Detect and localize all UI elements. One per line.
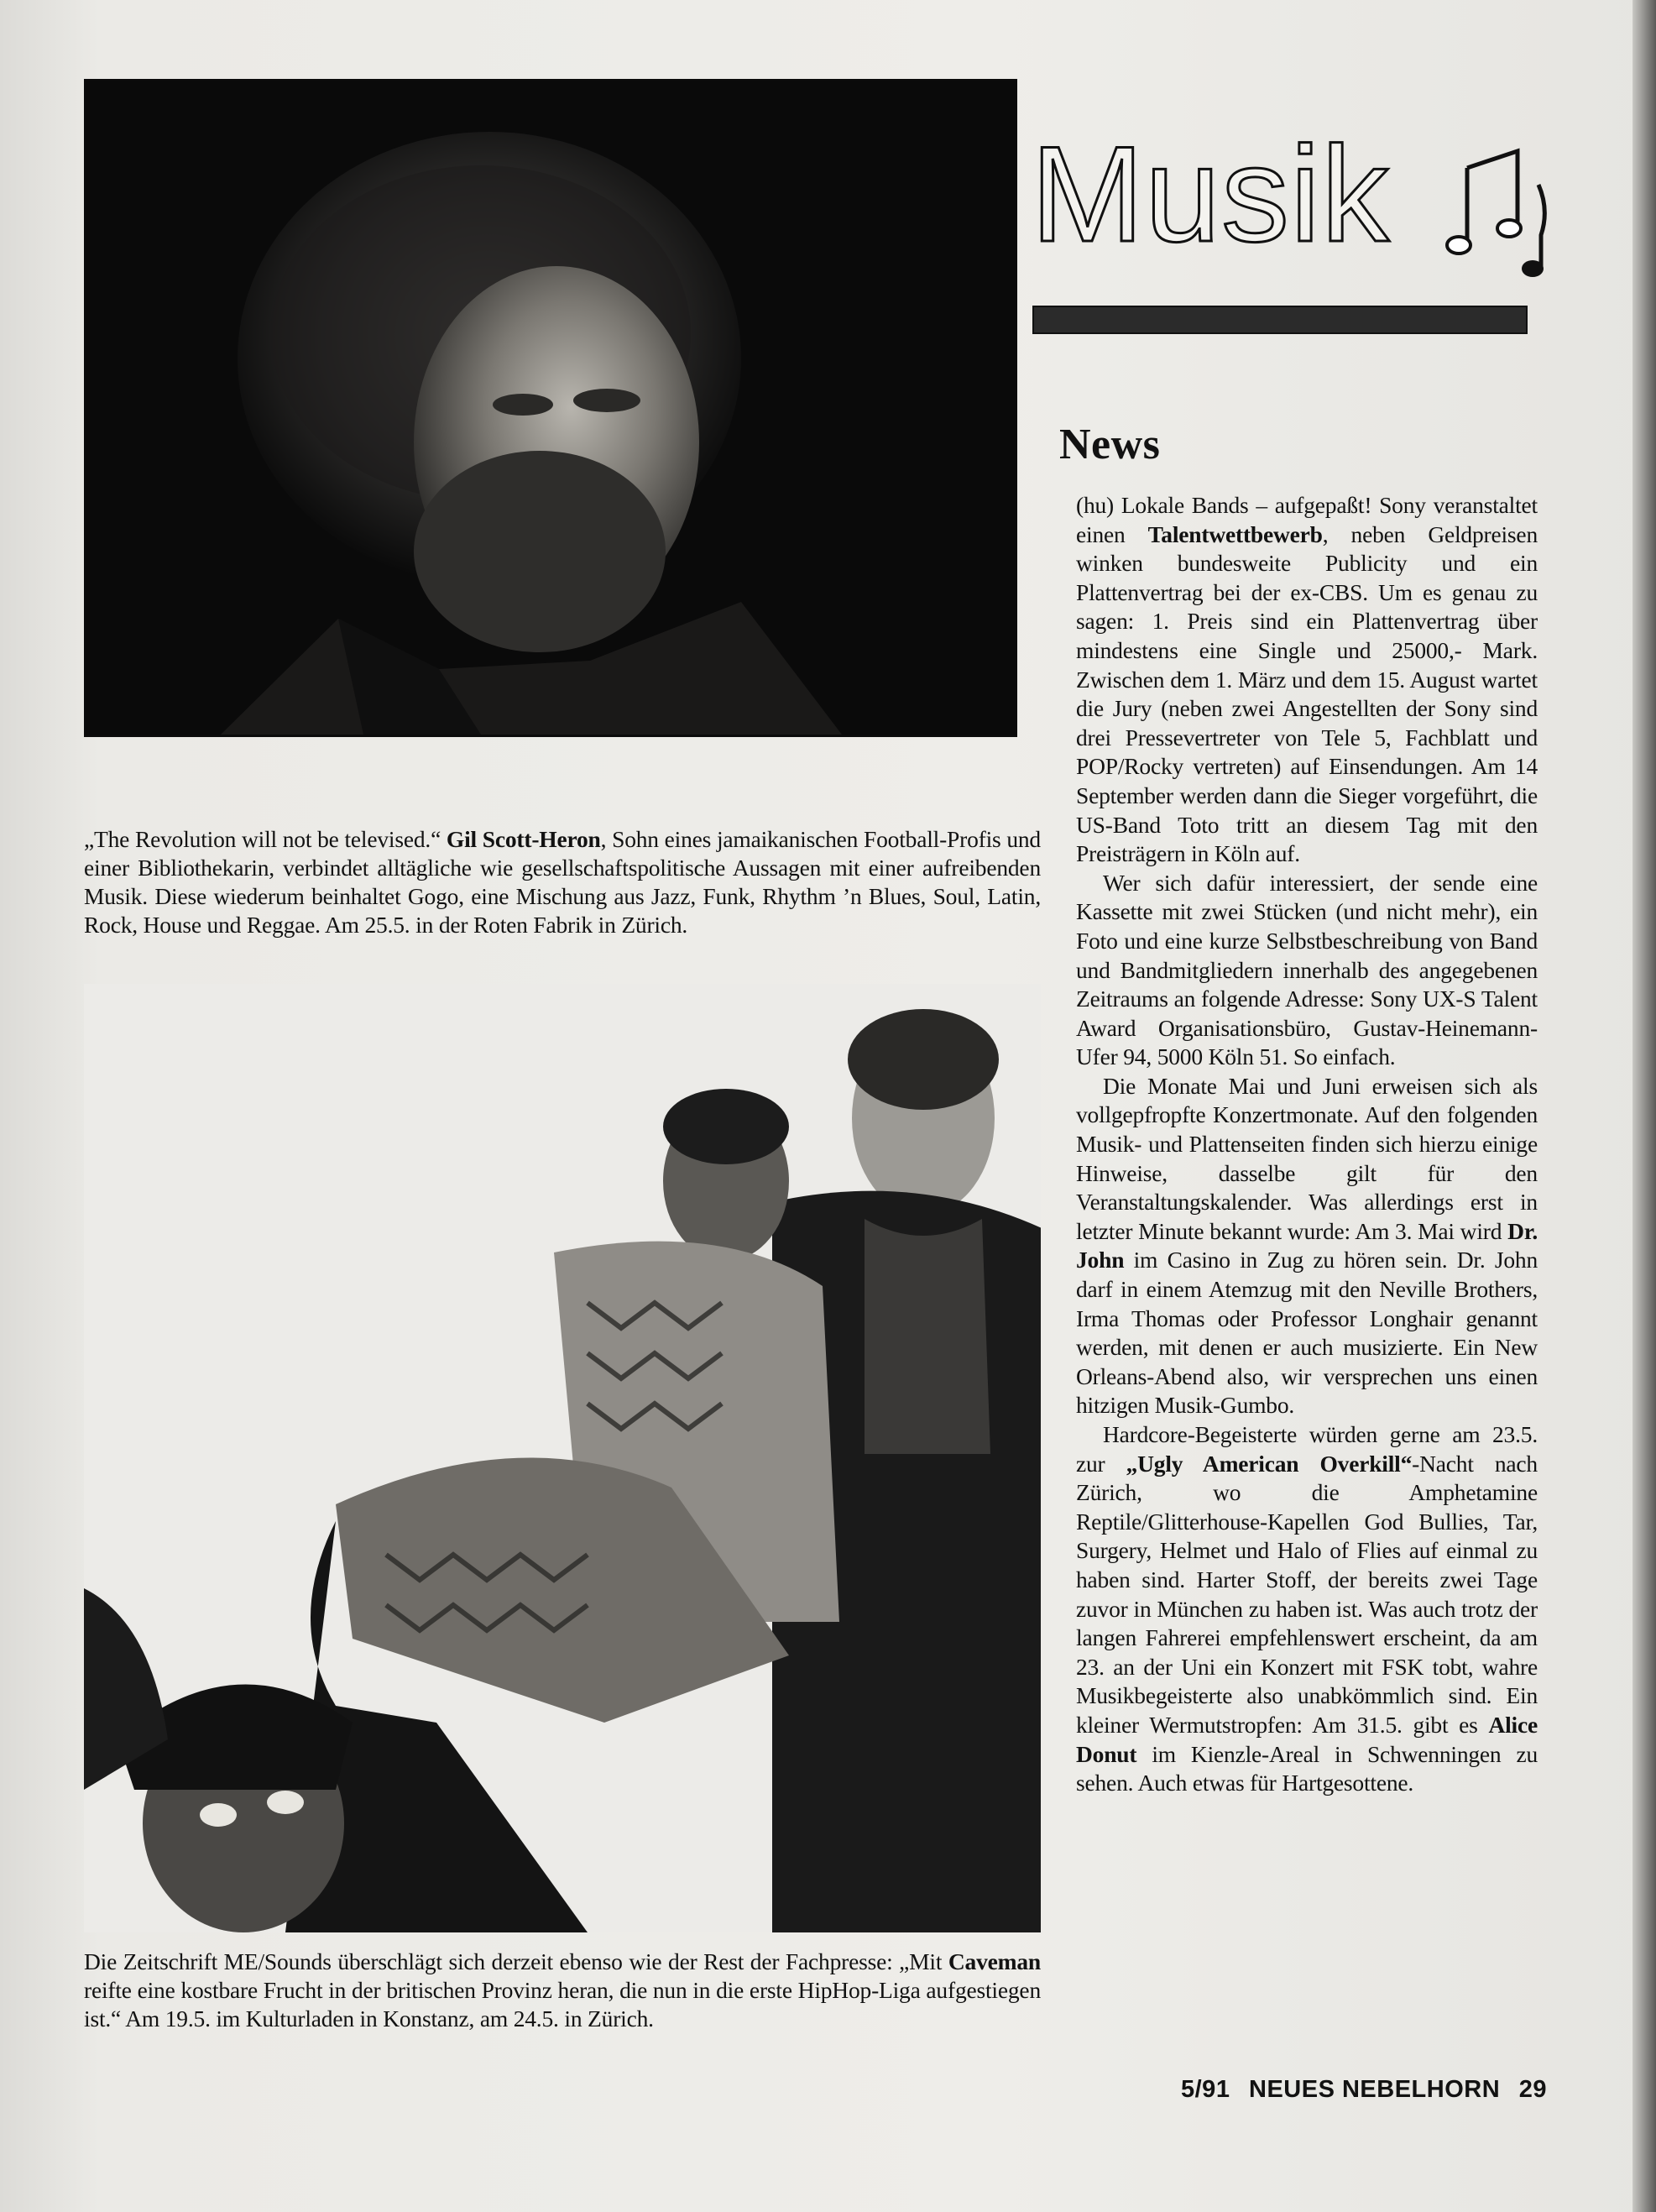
bold-text: „Ugly American Overkill“ bbox=[1126, 1450, 1413, 1477]
band-illustration bbox=[84, 984, 1041, 1932]
news-article bbox=[1076, 491, 1538, 1798]
photo-caveman-band bbox=[84, 984, 1041, 1932]
portrait-illustration bbox=[86, 81, 1015, 735]
photo-caption-caveman bbox=[84, 1948, 1041, 2033]
issue-number: 5/91 bbox=[1181, 2076, 1230, 2103]
text-run: , neben Geldpreisen winken bundesweite Publicity und ein Plattenvertrag bei der ex-CBS. Um es genau zu sagen: 1. Preis sind ein Plattenvertrag über mindestens eine Single und 25000,- Mark. Zwischen dem 1. März und dem 15. August wartet die Jury (neben zwei Angestellten der Sony sind drei Pressevertreter von Tele 5, Fachblatt und POP/Rocky vertreten) auf Einsendungen. Am 14 September werden dann die Sieger vorgeführt, die US-Band Toto tritt an diesem Tag mit den Preisträgern in Köln auf. bbox=[1076, 520, 1538, 867]
section-rule bbox=[1032, 306, 1528, 334]
page-footer bbox=[1169, 2076, 1547, 2104]
text-run: reifte eine kostbare Frucht in der britischen Provinz heran, die nun in die erste HipHop-Liga aufgestiegen ist.“ Am 19.5. im Kulturladen in Konstanz, am 24.5. in Zürich. bbox=[84, 1977, 1041, 2032]
news-paragraph bbox=[1076, 869, 1538, 1072]
news-paragraph bbox=[1076, 1072, 1538, 1420]
page-number: 29 bbox=[1518, 2076, 1547, 2103]
text-run: , Sohn eines jamaikanischen Football-Profis und einer Bibliothekarin, verbindet alltägliche wie gesellschaftspolitische Aussagen mit einer aufreibenden Musik. Diese wiederum beinhaltet Gogo, eine Mischung aus Jazz, Funk, Rhythm ’n Blues, Soul, Latin, Rock, House und Reggae. Am 25.5. in der Roten Fabrik in Zürich. bbox=[84, 826, 1041, 938]
text-run: im Kienzle-Areal in Schwenningen zu sehen. Auch etwas für Hartgesottene. bbox=[1076, 1740, 1538, 1796]
bold-text: Dr. John bbox=[1076, 1217, 1538, 1273]
text-run: „The Revolution will not be televised.“ bbox=[84, 826, 447, 852]
text-run: -Nacht nach Zürich, wo die Amphetamine Reptile/Glitterhouse-Kapellen God Bullies, Tar, Surgery, Helmet und Halo of Flies auf einmal zu haben sind. Harter Stoff, der bereits zwei Tage zuvor in München zu haben ist. Was auch trotz der langen Fahrerei empfehlenswert erscheint, da am 23. an der Uni ein Konzert mit FSK tobt, wahre Musikbegeisterte also unabkömmlich sind. Ein kleiner Wermutstropfen: Am 31.5. gibt es bbox=[1076, 1450, 1538, 1738]
text-run: Hardcore-Begeisterte würden gerne am 23.5. zur bbox=[1076, 1421, 1538, 1477]
bold-text: Talentwettbewerb bbox=[1147, 520, 1323, 547]
publication-name: NEUES NEBELHORN bbox=[1249, 2076, 1501, 2103]
caption-text bbox=[84, 825, 1041, 939]
text-run: im Casino in Zug zu hören sein. Dr. John darf in einem Atemzug mit den Neville Brothers, Irma Thomas oder Professor Longhair genannt werden, mit denen er auch musizierte. Ein New Orleans-Abend also, wir versprechen uns einen hitzigen Musik-Gumbo. bbox=[1076, 1247, 1538, 1419]
bold-text: Gil Scott-Heron bbox=[446, 826, 601, 852]
text-run: Die Monate Mai und Juni erweisen sich als vollgepfropfte Konzertmonate. Auf den folgenden Musik- und Plattenseiten finden sich hierzu einige Hinweise, dasselbe gilt für den Veranstaltungskalender. Was allerdings erst in letzter Minute bekannt wurde: Am 3. Mai wird bbox=[1076, 1072, 1538, 1244]
text-run: Wer sich dafür interessiert, der sende eine Kassette mit zwei Stücken (und nicht mehr), ein Foto und eine kurze Selbstbeschreibung von Band und Bandmitgliedern innerhalb des angegebenen Zeitraums an folgende Adresse: Sony UX-S Talent Award Organisationsbüro, Gustav-Heinemann-Ufer 94, 5000 Köln 51. So einfach. bbox=[1076, 869, 1538, 1070]
news-paragraph bbox=[1076, 491, 1538, 869]
bold-text: Alice Donut bbox=[1076, 1711, 1538, 1767]
photo-caption-gil-scott-heron bbox=[84, 825, 1041, 939]
text-run: (hu) Lokale Bands – aufgepaßt! Sony veranstaltet einen bbox=[1076, 492, 1538, 547]
caption-text bbox=[84, 1948, 1041, 2033]
bold-text: Caveman bbox=[948, 1948, 1041, 1974]
news-heading: News bbox=[1059, 421, 1161, 468]
text-run: Die Zeitschrift ME/Sounds überschlägt sich derzeit ebenso wie der Rest der Fachpresse: „Mit bbox=[84, 1948, 948, 1974]
news-paragraph bbox=[1076, 1420, 1538, 1798]
page-edge-shadow bbox=[1632, 0, 1656, 2212]
photo-gil-scott-heron bbox=[84, 79, 1017, 737]
section-header bbox=[1031, 118, 1568, 344]
music-notes-icon bbox=[1442, 134, 1559, 285]
section-title: Musik bbox=[1031, 118, 1391, 270]
